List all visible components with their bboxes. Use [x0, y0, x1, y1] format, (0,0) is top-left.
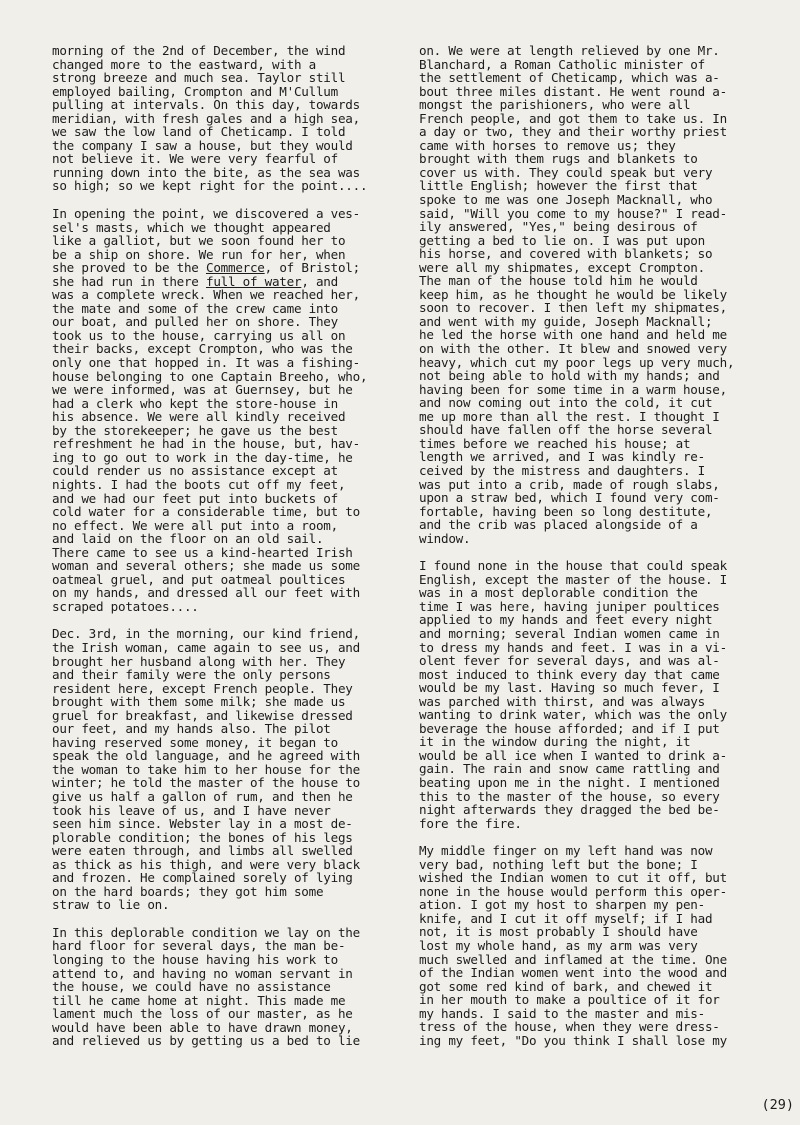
text-line: as thick as his thigh, and were very black: [52, 856, 360, 872]
text-line: on my hands, and dressed all our feet with: [52, 585, 360, 601]
text-line: we saw the low land of Cheticamp. I told: [52, 124, 346, 140]
text-line: had a clerk who kept the store-house in: [52, 395, 338, 411]
text-line: lament much the loss of our master, as he: [52, 1006, 353, 1022]
text-line: employed bailing, Crompton and M'Cullum: [52, 83, 338, 99]
text-line: and their family were the only persons: [52, 667, 331, 683]
text-line: on. We were at length relieved by one Mr.: [419, 43, 720, 58]
text-line: ceived by the mistress and daughters. I: [419, 462, 705, 478]
text-line: woman and several others; she made us some: [52, 558, 360, 574]
text-line: brought with them rugs and blankets to: [419, 151, 698, 167]
text-line: length we arrived, and I was kindly re-: [419, 449, 705, 465]
text-line: mongst the parishioners, who were all: [419, 97, 691, 113]
text-line: he led the horse with one hand and held me: [419, 327, 727, 343]
text-line: speak the old language, and he agreed with: [52, 748, 360, 764]
text-line: none in the house would perform this oper-: [419, 883, 727, 899]
text-line: was parched with thirst, and was always: [419, 693, 705, 709]
text-line: most induced to think every day that came: [419, 666, 720, 682]
text-line: refreshment he had in the house, but, hav-: [52, 436, 360, 452]
text-line: seen him since. Webster lay in a most de-: [52, 816, 353, 832]
text-line: applied to my hands and feet every night: [419, 612, 713, 628]
right-column: [419, 44, 777, 1061]
page-number: (29): [761, 1097, 794, 1113]
text-line: plorable condition; the bones of his legs: [52, 829, 353, 845]
text-line: window.: [419, 530, 471, 546]
text-line: she proved to be the Commerce, of Bristol;: [52, 260, 360, 276]
text-line: the mate and some of the crew came into: [52, 300, 338, 316]
text-line: There came to see us a kind-hearted Irish: [52, 544, 353, 560]
text-line: took us to the house, carrying us all on: [52, 327, 346, 343]
text-line: said, "Will you come to my house?" I read-: [419, 205, 727, 221]
text-line: no effect. We were all put into a room,: [52, 517, 338, 533]
text-line: on the hard boards; they got him some: [52, 883, 324, 899]
text-line: not, it is most probably I should have: [419, 924, 698, 940]
text-line: of the Indian women went into the wood and: [419, 965, 727, 981]
text-line: not believe it. We were very fearful of: [52, 151, 338, 167]
text-line: were eaten through, and limbs all swelled: [52, 843, 353, 859]
text-line: running down into the bite, as the sea was: [52, 164, 360, 180]
text-line: cover us with. They could speak but very: [419, 164, 713, 180]
text-line: ing my feet, "Do you think I shall lose my: [419, 1032, 727, 1048]
text-line: cold water for a considerable time, but to: [52, 504, 360, 520]
text-line: nights. I had the boots cut off my feet,: [52, 476, 346, 492]
text-line: was a complete wreck. When we reached her,: [52, 287, 360, 303]
text-line: straw to lie on.: [52, 897, 170, 913]
text-line: give us half a gallon of rum, and then he: [52, 788, 353, 804]
text-line: house belonging to one Captain Breeho, who,: [52, 368, 368, 384]
text-line: meridian, with fresh gales and a high sea,: [52, 110, 360, 126]
text-line: Dec. 3rd, in the morning, our kind friend,: [52, 626, 360, 642]
text-line: I found none in the house that could speak: [419, 558, 727, 574]
text-line: pulling at intervals. On this day, towards: [52, 97, 360, 113]
text-line: My middle finger on my left hand was now: [419, 843, 713, 859]
text-line: very bad, nothing left but the bone; I: [419, 856, 698, 872]
text-line: brought her husband along with her. They: [52, 653, 346, 669]
text-line: strong breeze and much sea. Taylor still: [52, 70, 346, 86]
text-line: ation. I got my host to sharpen my pen-: [419, 897, 705, 913]
text-line: could render us no assistance except at: [52, 463, 338, 479]
text-line: would be all ice when I wanted to drink a-: [419, 747, 727, 763]
text-line: much swelled and inflamed at the time. One: [419, 951, 727, 967]
left-column: [52, 44, 404, 1062]
text-line: gain. The rain and snow came rattling and: [419, 761, 720, 777]
text-line: their backs, except Crompton, who was the: [52, 341, 353, 357]
text-line: took his leave of us, and I have never: [52, 802, 331, 818]
text-line: she had run in there full of water, and: [52, 273, 338, 289]
paragraph: [419, 559, 777, 830]
text-line: changed more to the eastward, with a: [52, 56, 316, 72]
text-line: and now coming out into the cold, it cut: [419, 395, 713, 411]
text-line: resident here, except French people. They: [52, 680, 353, 696]
paragraph: [52, 926, 404, 1048]
text-line: wanting to drink water, which was the only: [419, 707, 727, 723]
text-line: longing to the house having his work to: [52, 952, 338, 967]
text-line: me up more than all the rest. I thought I: [419, 408, 720, 424]
text-line: and the crib was placed alongside of a: [419, 517, 698, 533]
text-line: got some red kind of bark, and chewed it: [419, 978, 713, 994]
text-line: In this deplorable condition we lay on the: [52, 924, 360, 940]
text-line: on with the other. It blew and snowed very: [419, 341, 727, 357]
paragraph: [419, 844, 777, 1047]
text-line: and we had our feet put into buckets of: [52, 490, 338, 506]
text-line: his absence. We were all kindly received: [52, 409, 346, 425]
text-line: soon to recover. I then left my shipmates,: [419, 300, 727, 316]
text-line: so high; so we kept right for the point....: [52, 178, 368, 194]
text-line: the woman to take him to her house for the: [52, 761, 360, 777]
text-line: and went with my guide, Joseph Macknall;: [419, 313, 713, 329]
text-line: beating upon me in the night. I mentioned: [419, 774, 720, 790]
text-line: little English; however the first that: [419, 178, 698, 194]
text-line: would be my last. Having so much fever, I: [419, 680, 720, 696]
text-line: brought with them some milk; she made us: [52, 694, 346, 710]
text-line: night afterwards they dragged the bed be-: [419, 802, 720, 818]
text-line: and morning; several Indian women came in: [419, 625, 720, 641]
text-line: our boat, and pulled her on shore. They: [52, 314, 338, 330]
text-line: our feet, and my hands also. The pilot: [52, 721, 331, 737]
text-line: In opening the point, we discovered a ves-: [52, 206, 360, 222]
text-line: in her mouth to make a poultice of it for: [419, 992, 720, 1008]
text-line: were all my shipmates, except Crompton.: [419, 259, 705, 275]
text-line: was put into a crib, made of rough slabs,: [419, 476, 720, 492]
text-line: oatmeal gruel, and put oatmeal poultices: [52, 571, 346, 587]
text-line: knife, and I cut it off myself; if I had: [419, 910, 713, 926]
paragraph: [52, 44, 404, 193]
text-line: the house, we could have no assistance: [52, 979, 331, 995]
text-line: fore the fire.: [419, 815, 522, 831]
text-line: came with horses to remove us; they: [419, 137, 676, 153]
text-line: ily answered, "Yes," being desirous of: [419, 219, 698, 235]
text-line: having been for some time in a warm house,: [419, 381, 727, 397]
text-line: winter; he told the master of the house to: [52, 775, 360, 791]
text-line: heavy, which cut my poor legs up very much,: [419, 354, 735, 370]
text-line: by the storekeeper; he gave us the best: [52, 422, 338, 438]
text-line: the Irish woman, came again to see us, and: [52, 639, 360, 655]
text-line: till he came home at night. This made me: [52, 992, 346, 1008]
text-line: keep him, as he thought he would be likely: [419, 286, 727, 302]
text-line: to dress my hands and feet. I was in a vi-: [419, 639, 727, 655]
text-line: morning of the 2nd of December, the wind: [52, 43, 346, 58]
text-line: a day or two, they and their worthy priest: [419, 124, 727, 140]
text-line: The man of the house told him he would: [419, 273, 698, 289]
text-line: his horse, and covered with blankets; so: [419, 246, 713, 262]
text-line: spoke to me was one Joseph Macknall, who: [419, 192, 713, 208]
text-line: should have fallen off the horse several: [419, 422, 713, 438]
text-line: hard floor for several days, the man be-: [52, 938, 346, 954]
text-line: ing to go out to work in the day-time, he: [52, 449, 353, 465]
text-line: only one that hopped in. It was a fishing-: [52, 355, 360, 371]
text-line: scraped potatoes....: [52, 598, 199, 614]
text-line: times before we reached his house; at: [419, 435, 691, 451]
text-line: getting a bed to lie on. I was put upon: [419, 232, 705, 248]
text-line: attend to, and having no woman servant in: [52, 965, 353, 981]
text-line: bout three miles distant. He went round a-: [419, 83, 727, 99]
text-line: would have been able to have drawn money,: [52, 1019, 353, 1035]
text-line: be a ship on shore. We run for her, when: [52, 246, 346, 262]
text-line: olent fever for several days, and was al-: [419, 653, 720, 669]
text-line: my hands. I said to the master and mis-: [419, 1005, 705, 1021]
paragraph: [52, 207, 404, 613]
text-line: gruel for breakfast, and likewise dressed: [52, 707, 353, 723]
text-line: beverage the house afforded; and if I put: [419, 720, 720, 736]
paragraph: [52, 627, 404, 911]
paragraph: [419, 44, 777, 545]
text-line: having reserved some money, it began to: [52, 734, 338, 750]
text-line: fortable, having been so long destitute,: [419, 503, 713, 519]
text-line: not being able to hold with my hands; and: [419, 368, 720, 384]
text-line: like a galliot, but we soon found her to: [52, 233, 346, 249]
text-line: English, except the master of the house. I: [419, 571, 727, 587]
text-line: the settlement of Cheticamp, which was a-: [419, 70, 720, 86]
text-line: and laid on the floor on an old sail.: [52, 531, 324, 547]
text-line: sel's masts, which we thought appeared: [52, 219, 331, 235]
text-line: tress of the house, when they were dress-: [419, 1019, 720, 1035]
text-line: was in a most deplorable condition the: [419, 585, 698, 601]
text-line: French people, and got them to take us. In: [419, 110, 727, 126]
text-line: upon a straw bed, which I found very com-: [419, 490, 720, 506]
text-line: time I was here, having juniper poultices: [419, 598, 720, 614]
text-line: and frozen. He complained sorely of lying: [52, 870, 353, 886]
text-line: and relieved us by getting us a bed to lie: [52, 1033, 360, 1049]
text-line: lost my whole hand, as my arm was very: [419, 938, 698, 953]
text-line: Blanchard, a Roman Catholic minister of: [419, 56, 705, 72]
text-line: we were informed, was at Guernsey, but he: [52, 382, 353, 398]
text-line: this to the master of the house, so every: [419, 788, 720, 804]
text-line: it in the window during the night, it: [419, 734, 691, 750]
text-line: the company I saw a house, but they would: [52, 137, 353, 153]
text-line: wished the Indian women to cut it off, but: [419, 870, 727, 886]
